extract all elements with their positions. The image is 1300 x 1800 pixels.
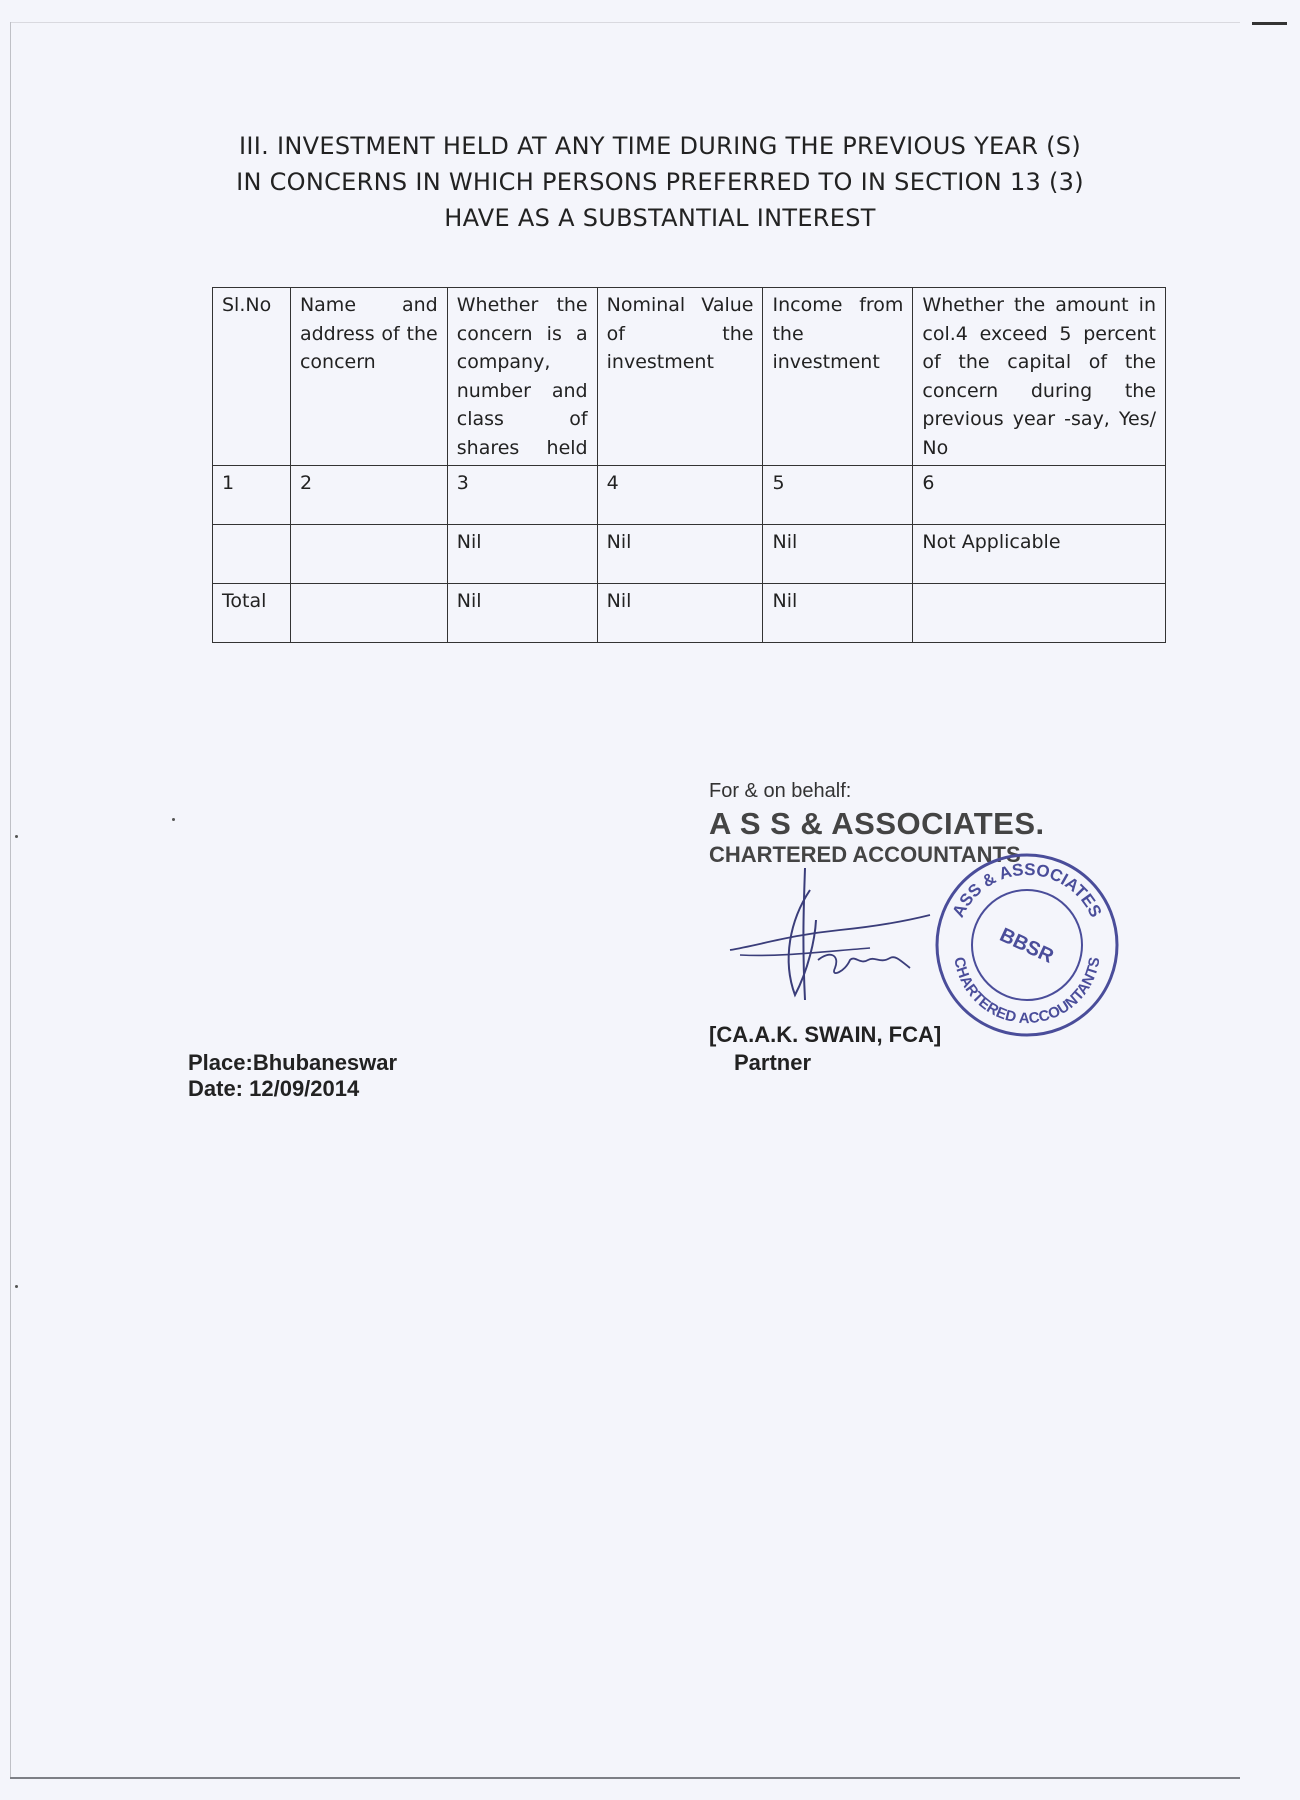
seal-stamp xyxy=(932,850,1122,1040)
signer-name: [CA.A.K. SWAIN, FCA] xyxy=(709,1022,942,1047)
scan-mark xyxy=(1252,22,1287,25)
column-header: Name and address of the concern xyxy=(290,288,447,466)
heading-line: IN CONCERNS IN WHICH PERSONS PREFERRED TO IN SECTION 13 (3) xyxy=(236,168,1084,196)
column-number: 5 xyxy=(763,466,913,525)
scan-speck xyxy=(15,1285,18,1288)
table-cell xyxy=(913,584,1166,643)
stamp-bottom-text: CHARTERED ACCOUNTANTS xyxy=(950,955,1104,1028)
for-on-behalf-label: For & on behalf: xyxy=(709,780,852,802)
column-header: Whether the concern is a company, number and class of shares held xyxy=(447,288,597,466)
total-row xyxy=(213,584,1166,643)
scan-speck xyxy=(15,835,18,838)
table-cell xyxy=(290,584,447,643)
date: Date: 12/09/2014 xyxy=(188,1076,360,1101)
column-number: 6 xyxy=(913,466,1166,525)
table-cell: Total xyxy=(213,584,291,643)
column-header: Nominal Value of the investment xyxy=(597,288,763,466)
stamp-top-text: ASS & ASSOCIATES xyxy=(948,859,1106,921)
table-row xyxy=(213,525,1166,584)
table-cell: Not Applicable xyxy=(913,525,1166,584)
stamp-center-text: BBSR xyxy=(996,923,1057,968)
table-cell: Nil xyxy=(597,525,763,584)
firm-type: CHARTERED ACCOUNTANTS xyxy=(709,842,1021,867)
table-cell xyxy=(290,525,447,584)
table-cell: Nil xyxy=(597,584,763,643)
place: Place:Bhubaneswar xyxy=(188,1050,398,1075)
table-cell: Nil xyxy=(447,584,597,643)
column-number: 3 xyxy=(447,466,597,525)
table-cell: Nil xyxy=(447,525,597,584)
table-header-row xyxy=(213,288,1166,466)
column-number: 4 xyxy=(597,466,763,525)
table-cell: Nil xyxy=(763,525,913,584)
heading-line: HAVE AS A SUBSTANTIAL INTEREST xyxy=(444,204,876,232)
column-header: Sl.No xyxy=(213,288,291,466)
column-number: 1 xyxy=(213,466,291,525)
column-number-row xyxy=(213,466,1166,525)
investment-table xyxy=(212,287,1166,643)
scan-speck xyxy=(172,818,175,821)
page-edge xyxy=(10,22,11,1777)
table-cell xyxy=(213,525,291,584)
heading-line: III. INVESTMENT HELD AT ANY TIME DURING THE PREVIOUS YEAR (S) xyxy=(239,132,1081,160)
firm-name: A S S & ASSOCIATES. xyxy=(709,806,1045,841)
column-number: 2 xyxy=(290,466,447,525)
page-edge xyxy=(10,1777,1240,1779)
column-header: Whether the amount in col.4 exceed 5 percent of the capital of the concern during the previous year -say, Yes/ No xyxy=(913,288,1166,466)
page-edge xyxy=(10,22,1240,23)
signer-role: Partner xyxy=(734,1050,812,1075)
section-heading xyxy=(160,128,1160,236)
table-cell: Nil xyxy=(763,584,913,643)
column-header: Income from the investment xyxy=(763,288,913,466)
